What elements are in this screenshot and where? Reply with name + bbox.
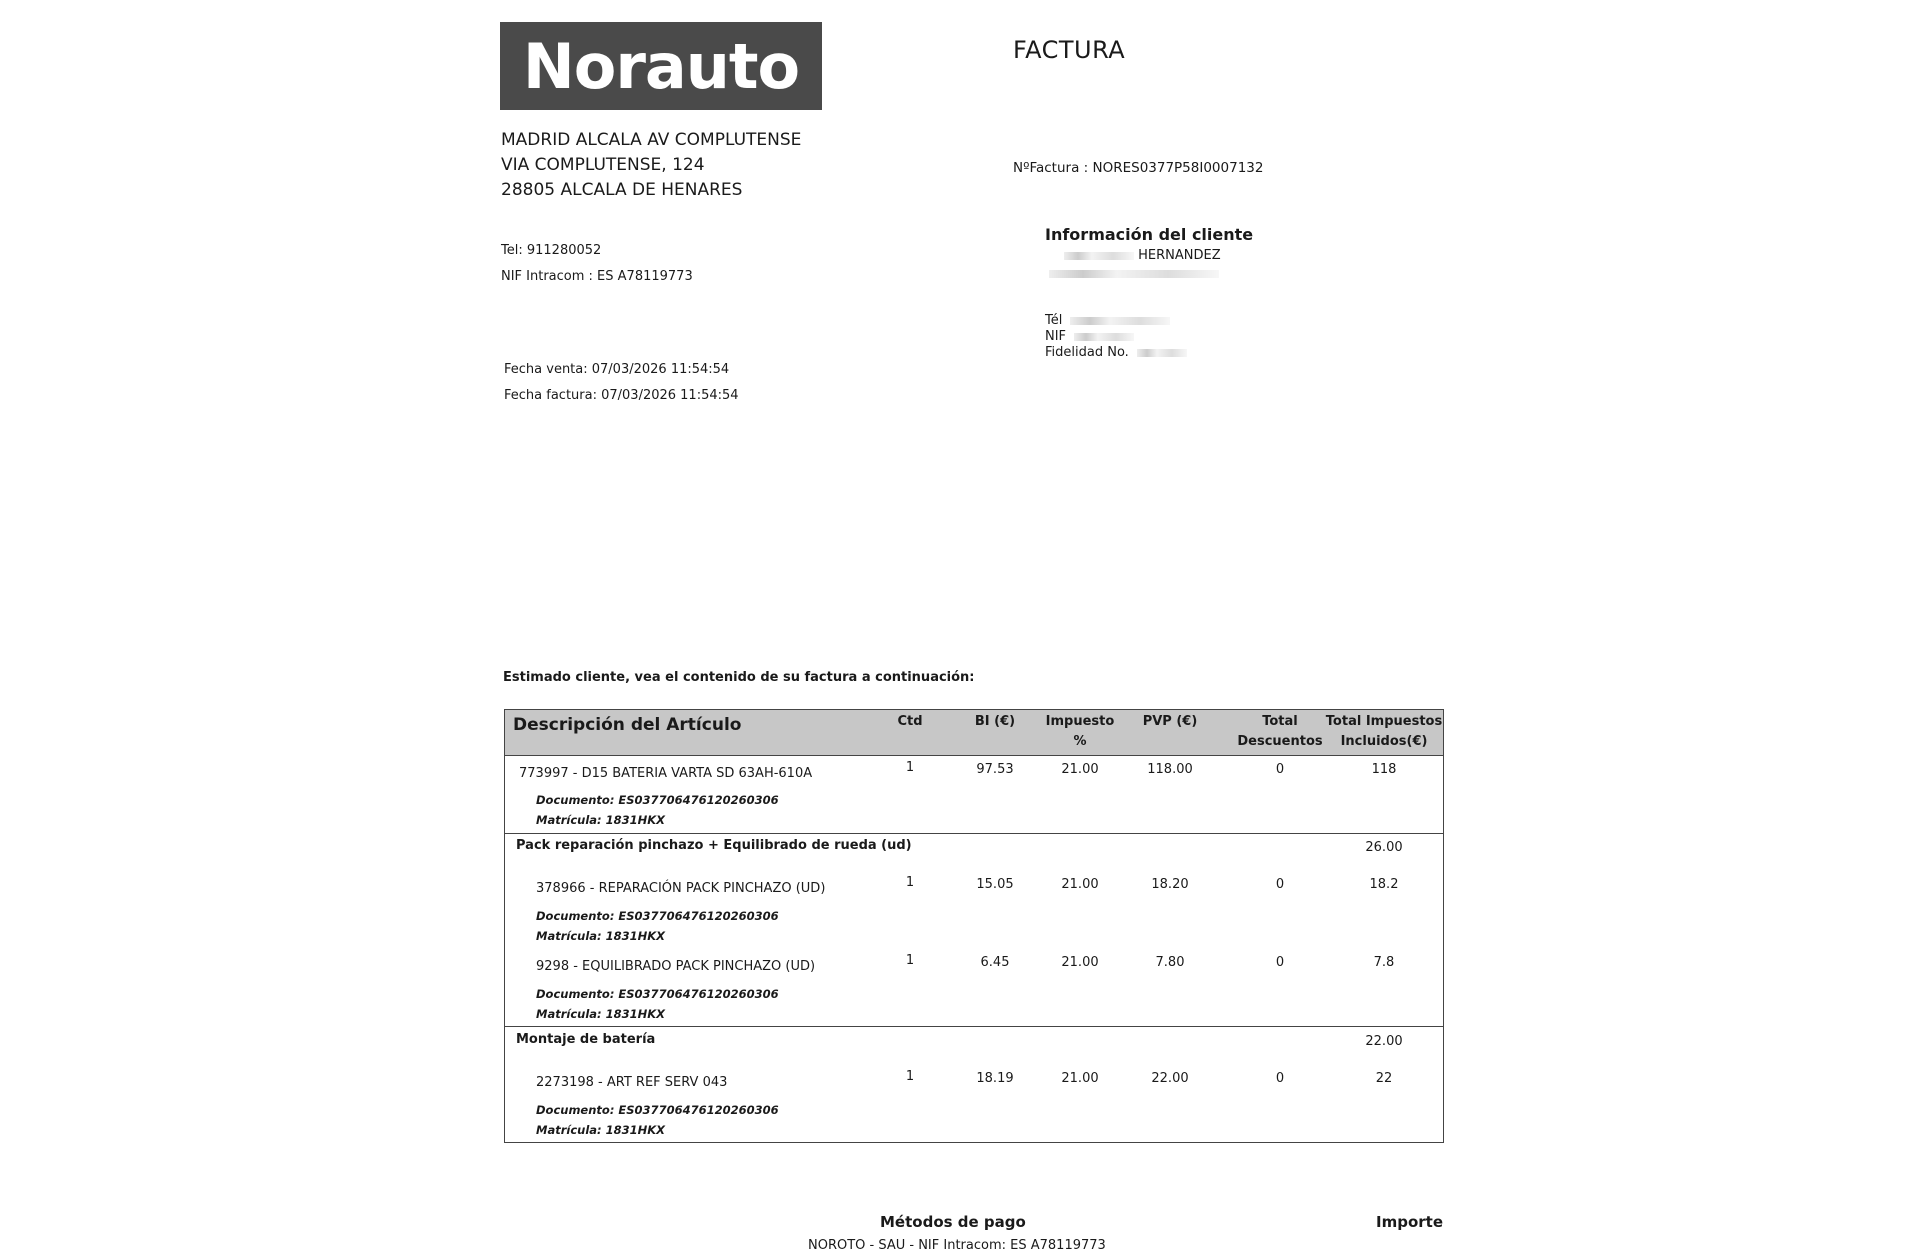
store-address [501,128,801,203]
invoice-number: NºFactura : NORES0377P58I0007132 [1013,160,1264,176]
redacted-block [1074,333,1134,341]
item-bi: 18.19 [976,1071,1014,1086]
item-desc: 773997 - D15 BATERIA VARTA SD 63AH-610A [519,766,813,781]
client-name [1060,248,1221,263]
header-impuesto: Impuesto % [1045,714,1115,749]
store-city: 28805 ALCALA DE HENARES [501,180,743,200]
client-name-fragment: HERNANDEZ [1138,248,1221,263]
item-ctd: 1 [905,1069,915,1084]
header-pvp: PVP (€) [1142,714,1198,729]
intro-text: Estimado cliente, vea el contenido de su factura a continuación: [503,670,975,685]
item-bi: 97.53 [976,762,1014,777]
group-total: 22.00 [1365,1034,1403,1049]
group-total: 26.00 [1365,840,1403,855]
item-total: 18.2 [1369,877,1399,892]
item-pvp: 18.20 [1151,877,1189,892]
store-name: MADRID ALCALA AV COMPLUTENSE [501,130,802,150]
client-street [1045,266,1219,281]
item-pvp: 7.80 [1155,955,1185,970]
fecha-venta: Fecha venta: 07/03/2026 11:54:54 [504,362,730,377]
item-impuesto: 21.00 [1061,762,1099,777]
item-impuesto: 21.00 [1061,877,1099,892]
item-matricula: Matrícula: 1831HKX [536,929,666,943]
item-desc: 2273198 - ART REF SERV 043 [536,1075,728,1090]
client-nif-label: NIF [1045,329,1067,344]
row-divider [505,1026,1443,1027]
header-ctd: Ctd [897,714,923,729]
fecha-factura: Fecha factura: 07/03/2026 11:54:54 [504,388,739,403]
item-documento: Documento: ES0377064761202603​06 [536,793,779,807]
norauto-logo [500,22,822,110]
item-bi: 6.45 [980,955,1010,970]
item-descuento: 0 [1275,955,1285,970]
item-descuento: 0 [1275,1071,1285,1086]
importe-title: Importe [1376,1213,1443,1231]
item-matricula: Matrícula: 1831HKX [536,1123,666,1137]
client-info-title: Información del cliente [1045,225,1254,244]
client-tel [1045,313,1170,328]
store-nif: NIF Intracom : ES A78119773 [501,269,693,284]
item-descuento: 0 [1275,762,1285,777]
client-fidelidad [1045,345,1187,360]
group-label: Pack reparación pinchazo + Equilibrado de rueda (ud) [516,838,912,853]
item-pvp: 22.00 [1151,1071,1189,1086]
item-documento: Documento: ES037706476120260306 [536,1103,779,1117]
item-desc: 378966 - REPARACIÓN PACK PINCHAZO (UD) [536,881,826,896]
header-total: Total Impuestos Incluidos(€) [1325,714,1443,749]
item-documento: Documento: ES037706476120260306 [536,987,779,1001]
redacted-block [1137,349,1187,357]
redacted-block [1064,252,1134,260]
item-bi: 15.05 [976,877,1014,892]
item-pvp: 118.00 [1147,762,1193,777]
row-divider [505,833,1443,834]
logo-text: Norauto [522,29,800,103]
page-title: FACTURA [1013,36,1126,64]
item-matricula: Matrícula: 1831HKX [536,813,666,827]
table-header [505,710,1443,756]
header-descuentos: Total Descuentos [1237,714,1323,749]
header-bi: BI (€) [974,714,1016,729]
item-descuento: 0 [1275,877,1285,892]
item-ctd: 1 [905,875,915,890]
client-tel-label: Tél [1045,313,1063,328]
item-ctd: 1 [905,760,915,775]
redacted-block [1070,317,1170,325]
footer-company: NOROTO - SAU - NIF Intracom: ES A78119773 [808,1238,1106,1253]
item-impuesto: 21.00 [1061,1071,1099,1086]
store-tel: Tel: 911280052 [501,243,602,258]
item-desc: 9298 - EQUILIBRADO PACK PINCHAZO (UD) [536,959,816,974]
store-street: VIA COMPLUTENSE, 124 [501,155,705,175]
invoice-table [504,709,1444,1143]
item-total: 7.8 [1373,955,1395,970]
redacted-block [1049,270,1219,278]
client-fidelidad-label: Fidelidad No. [1045,345,1129,360]
group-label: Montaje de batería [516,1032,656,1047]
item-total: 22 [1375,1071,1393,1086]
item-total: 118 [1371,762,1397,777]
item-matricula: Matrícula: 1831HKX [536,1007,666,1021]
item-documento: Documento: ES037706476120260306 [536,909,779,923]
item-impuesto: 21.00 [1061,955,1099,970]
client-nif [1045,329,1134,344]
item-ctd: 1 [905,953,915,968]
header-desc: Descripción del Artículo [513,715,742,735]
payment-methods-title: Métodos de pago [880,1213,1026,1231]
